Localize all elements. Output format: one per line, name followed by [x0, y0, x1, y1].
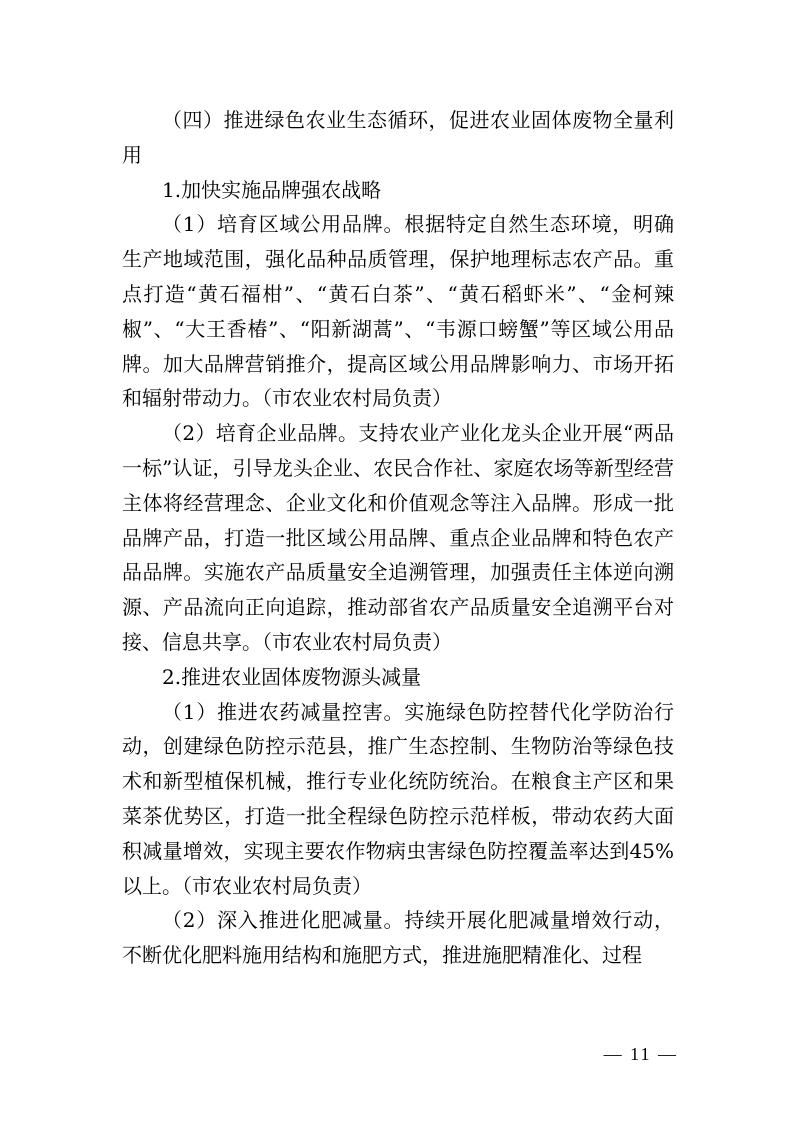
document-body [122, 103, 674, 973]
subsection-title-2: 2.推进农业固体废物源头减量 [162, 664, 422, 689]
paragraph-enterprise-brand: （2）培育企业品牌。支持农业产业化龙头企业开展“两品一标”认证，引导龙头企业、农民合作社、家庭农场等新型经营主体将经营理念、企业文化和价值观念等注入品牌。形成一批品牌产品，打造一批区域公用品牌、重点企业品牌和特色农产品品牌。实施农产品质量安全追溯管理，加强责任主体逆向溯源、产品流向正向追踪，推动部省农产品质量安全追溯平台对接、信息共享。（市农业农村局负责） [122, 421, 674, 654]
paragraph-pesticide-reduction: （1）推进农药减量控害。实施绿色防控替代化学防治行动，创建绿色防控示范县，推广生态控制、生物防治等绿色技术和新型植保机械，推行专业化统防统治。在粮食主产区和果菜茶优势区，打造一批全程绿色防控示范样板，带动农药大面积减量增效，实现主要农作物病虫害绿色防控覆盖率达到45%以上。（市农业农村局负责） [122, 699, 674, 898]
page-number: — 11 — [603, 1044, 678, 1064]
subsection-title-1: 1.加快实施品牌强农战略 [162, 177, 382, 202]
paragraph-regional-brand: （1）培育区域公用品牌。根据特定自然生态环境，明确生产地域范围，强化品种品质管理，保护地理标志农产品。重点打造“黄石福柑”、“黄石白茶”、“黄石稻虾米”、“金柯辣椒”、“大王香椿”、“阳新湖蒿”、“韦源口螃蟹”等区域公用品牌。加大品牌营销推介，提高区域公用品牌影响力、市场开拓和辐射带动力。（市农业农村局负责） [122, 212, 674, 411]
paragraph-fertilizer-reduction: （2）深入推进化肥减量。持续开展化肥减量增效行动，不断优化肥料施用结构和施肥方式，推进施肥精准化、过程 [122, 908, 674, 968]
section-heading: （四）推进绿色农业生态循环，促进农业固体废物全量利用 [122, 108, 674, 167]
